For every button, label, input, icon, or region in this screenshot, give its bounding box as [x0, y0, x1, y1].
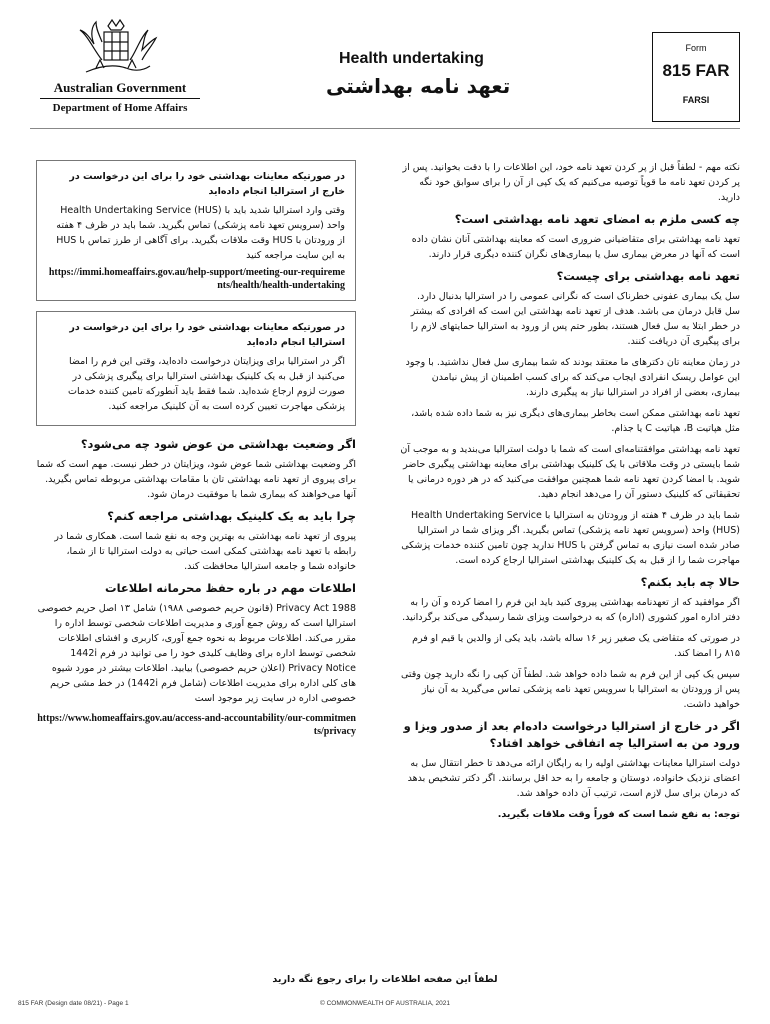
left-column — [36, 160, 356, 738]
onshore-box-text: اگر در استرالیا برای ویزایتان درخواست داده‌اید، وقتی این فرم را امضا می‌کنید از قبل به یک کلینیک بهداشتی استرالیا برای پیگیری پزشکی در صورت لزوم ارجاع شده‌اید. شما فقط باید آنطورکه تامین کننده خدمات پزشکی مهاجرت تعیین کرده است به آن کلینیک مراجعه کنید. — [68, 356, 345, 412]
privacy-link[interactable]: https://www.homeaffairs.gov.au/access-and-accountability/our-commitments/privacy — [37, 713, 356, 737]
paragraph-free-checks: دولت استرالیا معاینات بهداشتی اولیه را به رایگان ارائه می‌دهد تا خطر انتقال سل به اعضای نزدیک خانواده، دوستان و جامعه را به حد اقل برسانند. اگر دکتر تشخیص بدهد که درمان برای سل لازم است، ترتیب آن داده خواهد شد. — [407, 758, 740, 799]
heading-privacy: اطلاعات مهم در باره حفظ محرمانه اطلاعات — [105, 581, 356, 595]
onshore-box-heading: در صورتیکه معاینات بهداشتی خود را برای این درخواست در استرالیا انجام داده‌اید — [69, 322, 345, 348]
page-info: 815 FAR (Design date 08/21) - Page 1 — [18, 1000, 129, 1007]
department-name: Department of Home Affairs — [52, 102, 188, 114]
note-appointment: توجه: به نفع شما است که فوراً وقت ملاقات بگیرید. — [497, 809, 740, 820]
paragraph-agreement: تعهد نامه بهداشتی موافقتنامه‌ای است که شما با دولت استرالیا می‌بندید و به موجب آن شما بایستی در وقت ملاقاتی با یک کلینیک بهداشتی برای معاینه بهداشتی پیگیری حاضر شوید. با امضا کردن تعهد نامه شما همچنین موافقت می‌کنید که در هر دوره درمانی یا تحقیقاتی که کلینیک دستور آن را می‌دهد انجام دهید. — [400, 444, 740, 500]
heading-who-must-sign: چه کسی ملزم به امضای تعهد نامه بهداشتی است؟ — [454, 212, 740, 226]
offshore-box-text: وقتی وارد استرالیا شدید باید با Health Undertaking Service (HUS) واحد (سرویس تعهد نامه پزشکی) تماس بگیرید. شما باید در ظرف ۴ هفته از ورودتان با HUS وقت ملاقات بگیرید. برای آگاهی از طرز تماس با HUS به این سایت مراجعه کنید — [56, 205, 345, 261]
heading-health-changes: اگر وضعیت بهداشتی من عوض شود چه می‌شود؟ — [80, 437, 356, 451]
government-logo-text — [40, 80, 200, 114]
offshore-info-box — [36, 160, 356, 301]
form-number-box — [652, 32, 740, 122]
intro-paragraph: نکته مهم - لطفاً قبل از پر کردن تعهد نامه خود، این اطلاعات را با دقت بخوانید. پس از پر کردن تعهد نامه ما قویاً توصیه می‌کنیم که یک کپی از آن را برای سوابق خود نگه دارید. — [402, 162, 740, 203]
paragraph-tb: سل یک بیماری عفونی خطرناک است که نگرانی عمومی را در استرالیا بدنبال دارد. سل قابل درمان می باشد. هدف از تعهد نامه بهداشتی این است که افرادی که بیشتر در خطر ابتلا به سل فعال هستند، بطور حتم پس از ورود به استرالیا حمایتهای لازم را برای پیگیری آن دریافت کنند. — [410, 291, 740, 347]
form-number: 815 FAR — [662, 61, 730, 80]
paragraph-contact-hus: شما باید در ظرف ۴ هفته از ورودتان به استرالیا با Health Undertaking Service (HUS) واحد (سرویس تعهد نامه پزشکی) تماس بگیرید. اگر ویزای شما در استرالیا صادر شده است نیازی به تماس گرفتن با HUS ندارید چون تامین کننده خدمات پزشکی مهاجرت شما را از قبل به یک کلینیک بهداشتی استرالیا ارجاع کرده است. — [401, 510, 740, 566]
paragraph-sign-form: اگر موافقید که از تعهدنامه بهداشتی پیروی کنید باید این فرم را امضا کرده و آن را به دفتر اداره امور کشوری (اداره) که به درخواست ویزای شما رسیدگی می‌کند برگردانید. — [402, 597, 740, 623]
heading-after-arrival: اگر در خارج از استرالیا درخواست داده‌ام بعد از صدور ویزا و ورود من به استرالیا چه اتفاقی خواهد افتاد؟ — [403, 719, 740, 750]
paragraph-why-clinic: پیروی از تعهد نامه بهداشتی به بهترین وجه به نفع شما است. همکاری شما در رابطه با تعهد نامه بهداشتی کمکی است حیاتی به دولت استرالیا تا از شما، خانواده شما و جامعه استرالیا محافظت کند. — [54, 531, 356, 572]
coat-of-arms-icon — [66, 16, 166, 82]
paragraph-copy: سپس یک کپی از این فرم به شما داده خواهد شد. لطفاً آن کپی را نگه دارید چون وقتی پس از ورودتان به استرالیا با سرویس تعهد نامه پزشکی تماس می‌گیرید به آن نیاز خواهید داشت. — [401, 669, 740, 710]
paragraph-health-changes: اگر وضعیت بهداشتی شما عوض شود، ویزایتان در خطر نیست. مهم است که شما برای پیروی از تعهد نامه بهداشتی تان با مقامات بهداشتی مربوطه تماس بگیرید. آنها می‌خواهند که بیماری شما با موفقیت درمان شود. — [36, 459, 356, 500]
paragraph-other-diseases: تعهد نامه بهداشتی ممکن است بخاطر بیماری‌های دیگری نیز به شما داده شده باشد، مثل هپاتیت B، هپاتیت C یا جذام. — [411, 408, 740, 434]
offshore-box-heading: در صورتیکه معاینات بهداشتی خود را برای این درخواست در خارج از استرالیا انجام داده‌اید — [69, 171, 345, 197]
paragraph-minor: در صورتی که متقاضی یک صغیر زیر ۱۶ ساله باشد، باید یکی از والدین یا قیم او فرم ۸۱۵ را امضا کند. — [412, 633, 740, 659]
logo-divider — [40, 98, 200, 99]
right-column — [400, 160, 740, 828]
form-label: Form — [685, 43, 707, 53]
header-divider — [30, 128, 740, 129]
heading-what-is-it-for: تعهد نامه بهداشتی برای چیست؟ — [556, 269, 740, 283]
onshore-info-box — [36, 311, 356, 426]
heading-what-now: حالا چه باید بکنم؟ — [640, 575, 740, 589]
heading-why-clinic: چرا باید به یک کلینیک بهداشتی مراجعه کنم؟ — [107, 509, 356, 523]
title-english: Health undertaking — [339, 50, 484, 67]
form-language: FARSI — [682, 95, 710, 105]
keep-page-note: لطفاً این صفحه اطلاعات را برای رجوع نگه دارید — [272, 974, 498, 985]
copyright: © COMMONWEALTH OF AUSTRALIA, 2021 — [320, 1000, 450, 1007]
hus-link[interactable]: https://immi.homeaffairs.gov.au/help-support/meeting-our-requirements/health/health-undertaking — [48, 267, 345, 291]
title-farsi: تعهد نامه بهداشتی — [326, 74, 511, 98]
paragraph-privacy: Privacy Act 1988 (قانون حریم خصوصی ۱۹۸۸) شامل ۱۳ اصل حریم خصوصی استرالیا است که روش جمع آوری و مدیریت اطلاعات شخصی توسط اداره را مقرر می‌کند. اطلاعات مربوط به نحوه جمع آوری، کاربری و افشای اطلاعات شخصی توسط اداره برای وظایف کلیدی خود را می توانید در فرم 1442i Privacy Notice (اعلان حریم خصوصی) بیابید. اطلاعات بیشتر در مورد شیوه های کلی اداره برای مدیریت اطلاعات (شامل فرم 1442i) در خط مشی حریم خصوصی اداره در سایت زیر موجود است — [37, 603, 356, 704]
paragraph-risk: در زمان معاینه تان دکترهای ما معتقد بودند که شما بیماری سل فعال نداشتید. با وجود این عوامل ریسک انفرادی ایجاب می‌کند که برای کسب اطمینان از پیش نیامدن بیماری، بعضی از افراد در استرالیا نیاز به پیگیری دارند. — [405, 357, 740, 398]
paragraph-who-must-sign: تعهد نامه بهداشتی برای متقاضیانی ضروری است که معاینه بهداشتی آنان نشان داده است که آنها در معرض بیماری سل یا بیماری‌های نگران کننده دیگری قرار دارند. — [411, 234, 740, 260]
government-name: Australian Government — [53, 80, 187, 95]
